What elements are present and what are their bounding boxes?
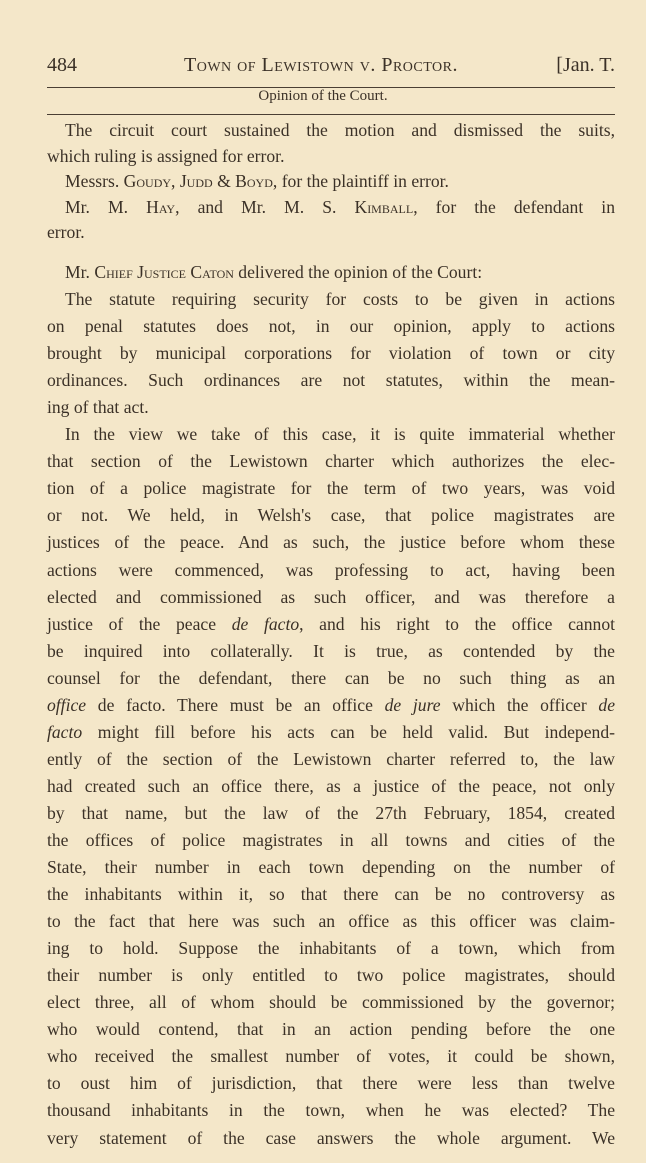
running-header <box>47 54 615 82</box>
small-caps-name: Hay <box>146 196 176 217</box>
text-line: In the view we take of this case, it is quite immaterial whether <box>65 424 615 445</box>
text-line: actions were commenced, was professing to act, having been <box>47 559 615 580</box>
text-line: office de facto. There must be an office de jure which the officer de <box>47 694 615 715</box>
text-line: State, their number in each town depending on the number of <box>47 857 615 878</box>
italic-term: de facto <box>231 613 300 634</box>
text-line: very statement of the case answers the whole argument. We <box>47 1127 615 1148</box>
text-line: by that name, but the law of the 27th February, 1854, created <box>47 802 615 823</box>
text-line: on penal statutes does not, in our opinion, apply to actions <box>47 316 615 337</box>
italic-term: de <box>598 694 615 715</box>
text-line: The circuit court sustained the motion and dismissed the suits, <box>65 120 615 140</box>
text-line: who received the smallest number of votes, it could be shown, <box>47 1046 615 1067</box>
text-line: error. <box>47 222 85 242</box>
text-line: be inquired into collaterally. It is true, as contended by the <box>47 640 615 661</box>
small-caps-name: Goudy, Judd & Boyd <box>123 171 273 191</box>
paragraph <box>47 118 615 169</box>
text-line: elected and commissioned as such officer, and was therefore a <box>47 586 615 607</box>
text-line: ently of the section of the Lewistown charter referred to, the law <box>47 748 615 769</box>
text-line: justice of the peace de facto, and his right to the office cannot <box>47 613 616 634</box>
counsel-block <box>47 118 615 246</box>
text-line: their number is only entitled to two police magistrates, should <box>47 965 615 986</box>
text-line: Mr. M. Hay, and Mr. M. S. Kimball, for the defendant in <box>65 196 615 217</box>
subheader-rule <box>47 114 615 115</box>
small-caps-name: Kimball <box>354 196 414 217</box>
paragraph <box>47 195 615 246</box>
text-line: ing to hold. Suppose the inhabitants of a town, which from <box>47 938 615 959</box>
term-label: [Jan. T. <box>556 54 615 76</box>
italic-term: de jure <box>384 694 441 715</box>
italic-term: office <box>47 694 87 715</box>
paragraph <box>47 286 615 421</box>
paragraph <box>47 169 615 195</box>
text-line: Messrs. Goudy, Judd & Boyd, for the plaintiff in error. <box>65 171 449 191</box>
text-line: The statute requiring security for costs to be given in actions <box>65 289 615 310</box>
text-line: ing of that act. <box>47 397 149 418</box>
text-line: justices of the peace. And as such, the justice before whom these <box>47 532 615 553</box>
text-line: the inhabitants within it, so that there can be no controversy as <box>47 884 615 905</box>
text-line: that section of the Lewistown charter which authorizes the elec- <box>47 451 615 472</box>
text-line: Mr. Chief Justice Caton delivered the opinion of the Court: <box>65 262 483 282</box>
text-line: elect three, all of whom should be commissioned by the governor; <box>47 992 615 1013</box>
italic-term: facto <box>47 721 83 742</box>
text-line: thousand inhabitants in the town, when he was elected? The <box>47 1100 615 1121</box>
text-line: to oust him of jurisdiction, that there were less than twelve <box>47 1073 615 1094</box>
text-line: counsel for the defendant, there can be no such thing as an <box>47 667 615 688</box>
small-caps-name: Chief Justice Caton <box>94 262 234 282</box>
text-line: to the fact that here was such an office as this officer was claim- <box>47 911 615 932</box>
text-line: ordinances. Such ordinances are not statutes, within the mean- <box>47 370 615 391</box>
text-line: which ruling is assigned for error. <box>47 145 285 166</box>
text-line: had created such an office there, as a justice of the peace, not only <box>47 775 615 796</box>
text-line: or not. We held, in Welsh's case, that police magistrates are <box>47 505 615 526</box>
text-line: who would contend, that in an action pending before the one <box>47 1019 615 1040</box>
text-line: facto might fill before his acts can be held valid. But independ- <box>47 721 615 742</box>
section-heading: Opinion of the Court. <box>258 88 388 104</box>
text-line: tion of a police magistrate for the term of two years, was void <box>47 478 615 499</box>
running-title: Town of Lewistown v. Proctor. <box>184 54 458 76</box>
text-line: the offices of police magistrates in all towns and cities of the <box>47 829 615 850</box>
paragraph <box>47 259 615 286</box>
opinion-block <box>47 259 615 1152</box>
text-line: brought by municipal corporations for violation of town or city <box>47 343 615 364</box>
paragraph <box>47 421 615 1151</box>
page-number: 484 <box>47 54 77 76</box>
